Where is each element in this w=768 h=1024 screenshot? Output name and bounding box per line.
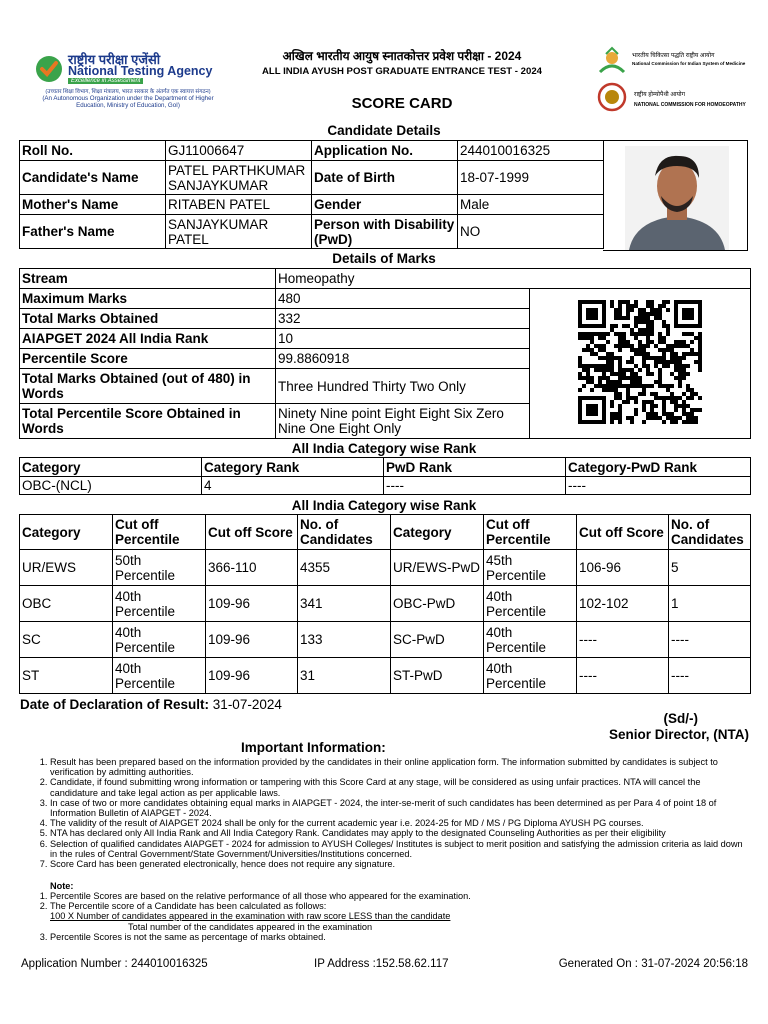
marks-words-value: Three Hundred Thirty Two Only bbox=[276, 369, 530, 404]
cutoff-cell: 5 bbox=[669, 550, 751, 586]
note-item2-text: The Percentile score of a Candidate has been calculated as follows: bbox=[50, 901, 327, 912]
cutoff-header: Cut off Percentile bbox=[113, 515, 206, 550]
cutoff-cell: ---- bbox=[669, 622, 751, 658]
max-marks-label: Maximum Marks bbox=[20, 289, 276, 309]
cutoff-cell: 40th Percentile bbox=[113, 658, 206, 694]
cutoff-title: All India Category wise Rank bbox=[291, 498, 477, 513]
pct-words-value-line1: Ninety Nine point Eight Eight Six Zero bbox=[278, 406, 504, 421]
nta-sub-english: (An Autonomous Organization under the Department of Higher Education, Ministry of Education, GoI) bbox=[42, 95, 214, 109]
score-card-title: SCORE CARD bbox=[351, 95, 453, 112]
cutoff-row bbox=[20, 550, 751, 586]
info-list bbox=[20, 757, 750, 869]
nta-hindi-name: राष्ट्रीय परीक्षा एजेंसी bbox=[68, 52, 161, 67]
info-title: Important Information: bbox=[241, 740, 386, 755]
candidate-details-table bbox=[19, 140, 604, 249]
stream-label: Stream bbox=[20, 269, 276, 289]
candidate-details-title: Candidate Details bbox=[327, 123, 441, 138]
app-label: Application No. bbox=[312, 141, 458, 161]
info-item: 7. Score Card has been generated electronically, hence does not require any signature. bbox=[50, 859, 750, 869]
note-block bbox=[20, 881, 750, 942]
cutoff-cell: 109-96 bbox=[206, 622, 298, 658]
cutoff-header: No. of Candidates bbox=[669, 515, 751, 550]
note-item: 1. Percentile Scores are based on the relative performance of all those who appeared for the examination. bbox=[50, 891, 750, 901]
father-value bbox=[166, 215, 312, 249]
total-marks-label: Total Marks Obtained bbox=[20, 309, 276, 329]
cutoff-cell: 109-96 bbox=[206, 658, 298, 694]
note-list bbox=[20, 891, 750, 942]
formula-denominator: Total number of the candidates appeared in the examination bbox=[128, 921, 373, 932]
marks-words-label-line1: Total Marks Obtained (out of 480) in bbox=[22, 371, 251, 386]
cutoff-cell: OBC bbox=[20, 586, 113, 622]
pct-words-value-line2: Nine One Eight Only bbox=[278, 421, 402, 436]
cutoff-cell: 102-102 bbox=[577, 586, 669, 622]
cutoff-cell: ---- bbox=[577, 622, 669, 658]
cutoff-cell: 40th Percentile bbox=[484, 622, 577, 658]
info-list-wrap bbox=[20, 757, 750, 869]
footer-ip: IP Address :152.58.62.117 bbox=[314, 958, 449, 970]
info-item: 5. NTA has declared only All India Rank and All India Category Rank. Candidates may apply to the designated Counseling Authorities as per their eligibility bbox=[50, 828, 750, 838]
info-item: 1. Result has been prepared based on the information provided by the candidates in their online application form. The information submitted by candidates is subject to verification by admitting authorities. bbox=[50, 757, 750, 777]
cutoff-cell: 106-96 bbox=[577, 550, 669, 586]
cutoff-cell: OBC-PwD bbox=[391, 586, 484, 622]
info-item: 2. Candidate, if found submitting wrong information or tampering with this Score Card at any stage, will be considered as using unfair practices. NTA will cancel the candidature and take legal action as per applicable laws. bbox=[50, 777, 750, 797]
signatory: Senior Director, (NTA) bbox=[608, 727, 749, 742]
qr-code bbox=[576, 300, 704, 424]
cutoff-cell: 40th Percentile bbox=[113, 622, 206, 658]
app-value: 244010016325 bbox=[458, 141, 604, 161]
ncism-emblem-icon bbox=[596, 46, 628, 76]
cutoff-header: Cut off Score bbox=[206, 515, 298, 550]
max-marks-value: 480 bbox=[276, 289, 530, 309]
name-line1: PATEL PARTHKUMAR bbox=[168, 162, 306, 178]
name-line2: SANJAYKUMAR bbox=[168, 177, 269, 193]
cutoff-header: Category bbox=[20, 515, 113, 550]
cutoff-row bbox=[20, 586, 751, 622]
qr-code-cell bbox=[530, 289, 751, 439]
cutoff-row bbox=[20, 622, 751, 658]
pct-words-label-line2: Words bbox=[22, 421, 64, 436]
cutoff-cell: ST-PwD bbox=[391, 658, 484, 694]
marks-words-label bbox=[20, 369, 276, 404]
ncism-hindi: भारतीय चिकित्सा पद्धति राष्ट्रीय आयोग bbox=[632, 53, 715, 59]
marks-details-title: Details of Marks bbox=[332, 251, 436, 266]
note-item bbox=[50, 901, 750, 932]
marks-table bbox=[19, 268, 751, 439]
cutoff-cell: UR/EWS-PwD bbox=[391, 550, 484, 586]
note-title: Note: bbox=[50, 881, 74, 891]
cutoff-cell: ST bbox=[20, 658, 113, 694]
declaration-line bbox=[20, 697, 282, 712]
percentile-label: Percentile Score bbox=[20, 349, 276, 369]
father-line2: PATEL bbox=[168, 231, 209, 247]
percentile-value: 99.8860918 bbox=[276, 349, 530, 369]
cutoff-cell: 50th Percentile bbox=[113, 550, 206, 586]
father-line1: SANJAYKUMAR bbox=[168, 216, 269, 232]
pwd-label-line1: Person with Disability bbox=[314, 216, 455, 232]
exam-title-hindi: अखिल भारतीय आयुष स्नातकोत्तर प्रवेश परीक्षा - 2024 bbox=[282, 49, 522, 63]
cutoff-cell: 31 bbox=[298, 658, 391, 694]
nch-english: NATIONAL COMMISSION FOR HOMOEOPATHY bbox=[634, 102, 746, 108]
nta-tagline: Excellence in Assessment bbox=[68, 78, 143, 84]
info-item: 6. Selection of qualified candidates AIAPGET - 2024 for admission to AYUSH Colleges/ Institutes is subject to merit position and satisfying the admission criteria as laid down in the rules of Central Government/State Government/Universities/Institutions concerned. bbox=[50, 839, 750, 859]
cutoff-table bbox=[19, 514, 751, 694]
cat-rank-header: PwD Rank bbox=[384, 458, 566, 477]
name-label: Candidate's Name bbox=[20, 161, 166, 195]
cat-rank-value: ---- bbox=[384, 477, 566, 495]
cat-rank-header: Category-PwD Rank bbox=[566, 458, 751, 477]
exam-title-english: ALL INDIA AYUSH POST GRADUATE ENTRANCE TEST - 2024 bbox=[261, 66, 543, 77]
name-value bbox=[166, 161, 312, 195]
footer bbox=[21, 958, 748, 974]
cat-rank-value: OBC-(NCL) bbox=[20, 477, 202, 495]
nta-sub-hindi: (उच्चतर शिक्षा विभाग, शिक्षा मंत्रालय, भारत सरकार के अंतर्गत एक स्वायत्त संगठन) bbox=[45, 89, 211, 95]
nta-check-icon bbox=[34, 54, 64, 84]
marks-words-label-line2: Words bbox=[22, 386, 64, 401]
cutoff-cell: SC bbox=[20, 622, 113, 658]
roll-label: Roll No. bbox=[20, 141, 166, 161]
cutoff-cell: 341 bbox=[298, 586, 391, 622]
cutoff-header: Cut off Percentile bbox=[484, 515, 577, 550]
pwd-label bbox=[312, 215, 458, 249]
cutoff-cell: 40th Percentile bbox=[484, 658, 577, 694]
sd-mark: (Sd/-) bbox=[663, 711, 698, 726]
pct-words-value bbox=[276, 404, 530, 439]
rank-value: 10 bbox=[276, 329, 530, 349]
cutoff-cell: 4355 bbox=[298, 550, 391, 586]
mother-value: RITABEN PATEL bbox=[166, 195, 312, 215]
father-label: Father's Name bbox=[20, 215, 166, 249]
cutoff-cell: 109-96 bbox=[206, 586, 298, 622]
category-rank-title: All India Category wise Rank bbox=[291, 441, 477, 456]
ncism-logo bbox=[596, 46, 756, 78]
footer-app-number: Application Number : 244010016325 bbox=[21, 958, 208, 970]
cutoff-cell: 133 bbox=[298, 622, 391, 658]
stream-value: Homeopathy bbox=[276, 269, 751, 289]
category-rank-table bbox=[19, 457, 751, 495]
cutoff-row bbox=[20, 658, 751, 694]
pct-words-label-line1: Total Percentile Score Obtained in bbox=[22, 406, 241, 421]
cutoff-cell: UR/EWS bbox=[20, 550, 113, 586]
cutoff-cell: ---- bbox=[669, 658, 751, 694]
gender-label: Gender bbox=[312, 195, 458, 215]
cutoff-cell: 45th Percentile bbox=[484, 550, 577, 586]
candidate-photo bbox=[625, 146, 729, 250]
pwd-label-line2: (PwD) bbox=[314, 231, 353, 247]
cutoff-cell: 40th Percentile bbox=[484, 586, 577, 622]
footer-generated: Generated On : 31-07-2024 20:56:18 bbox=[558, 958, 748, 970]
cutoff-cell: 40th Percentile bbox=[113, 586, 206, 622]
nch-logo bbox=[596, 82, 766, 114]
nch-emblem-icon bbox=[596, 82, 628, 112]
cat-rank-value: 4 bbox=[202, 477, 384, 495]
cutoff-cell: 1 bbox=[669, 586, 751, 622]
info-item: 4. The validity of the result of AIAPGET 2024 shall be only for the current academic year i.e. 2024-25 for MD / MS / PG Diploma AYUSH PG courses. bbox=[50, 818, 750, 828]
ncism-english: National Commission for Indian System of Medicine bbox=[632, 61, 746, 66]
cutoff-header: Cut off Score bbox=[577, 515, 669, 550]
cat-rank-header: Category Rank bbox=[202, 458, 384, 477]
gender-value: Male bbox=[458, 195, 604, 215]
cutoff-header: No. of Candidates bbox=[298, 515, 391, 550]
cutoff-cell: SC-PwD bbox=[391, 622, 484, 658]
nch-hindi: राष्ट्रीय होम्योपैथी आयोग bbox=[634, 92, 685, 98]
declaration-date: 31-07-2024 bbox=[212, 697, 282, 712]
pwd-value: NO bbox=[458, 215, 604, 249]
mother-label: Mother's Name bbox=[20, 195, 166, 215]
note-item: 3. Percentile Scores is not the same as percentage of marks obtained. bbox=[50, 932, 750, 942]
cutoff-cell: ---- bbox=[577, 658, 669, 694]
cutoff-header: Category bbox=[391, 515, 484, 550]
pct-words-label bbox=[20, 404, 276, 439]
photo-frame bbox=[603, 140, 748, 251]
total-marks-value: 332 bbox=[276, 309, 530, 329]
dob-value: 18-07-1999 bbox=[458, 161, 604, 195]
dob-label: Date of Birth bbox=[312, 161, 458, 195]
formula-numerator: 100 X Number of candidates appeared in the examination with raw score LESS than the candidate bbox=[50, 911, 451, 922]
cat-rank-value: ---- bbox=[566, 477, 751, 495]
nta-english-name: National Testing Agency bbox=[68, 64, 213, 78]
rank-label: AIAPGET 2024 All India Rank bbox=[20, 329, 276, 349]
roll-value: GJ11006647 bbox=[166, 141, 312, 161]
declaration-label: Date of Declaration of Result: bbox=[20, 697, 210, 712]
cat-rank-header: Category bbox=[20, 458, 202, 477]
info-item: 3. In case of two or more candidates obtaining equal marks in AIAPGET - 2024, the inter-se-merit of such candidates has been determined as per Para 4 of point 18 of Information Bulletin of AIAPGET - 2024. bbox=[50, 798, 750, 818]
cutoff-cell: 366-110 bbox=[206, 550, 298, 586]
